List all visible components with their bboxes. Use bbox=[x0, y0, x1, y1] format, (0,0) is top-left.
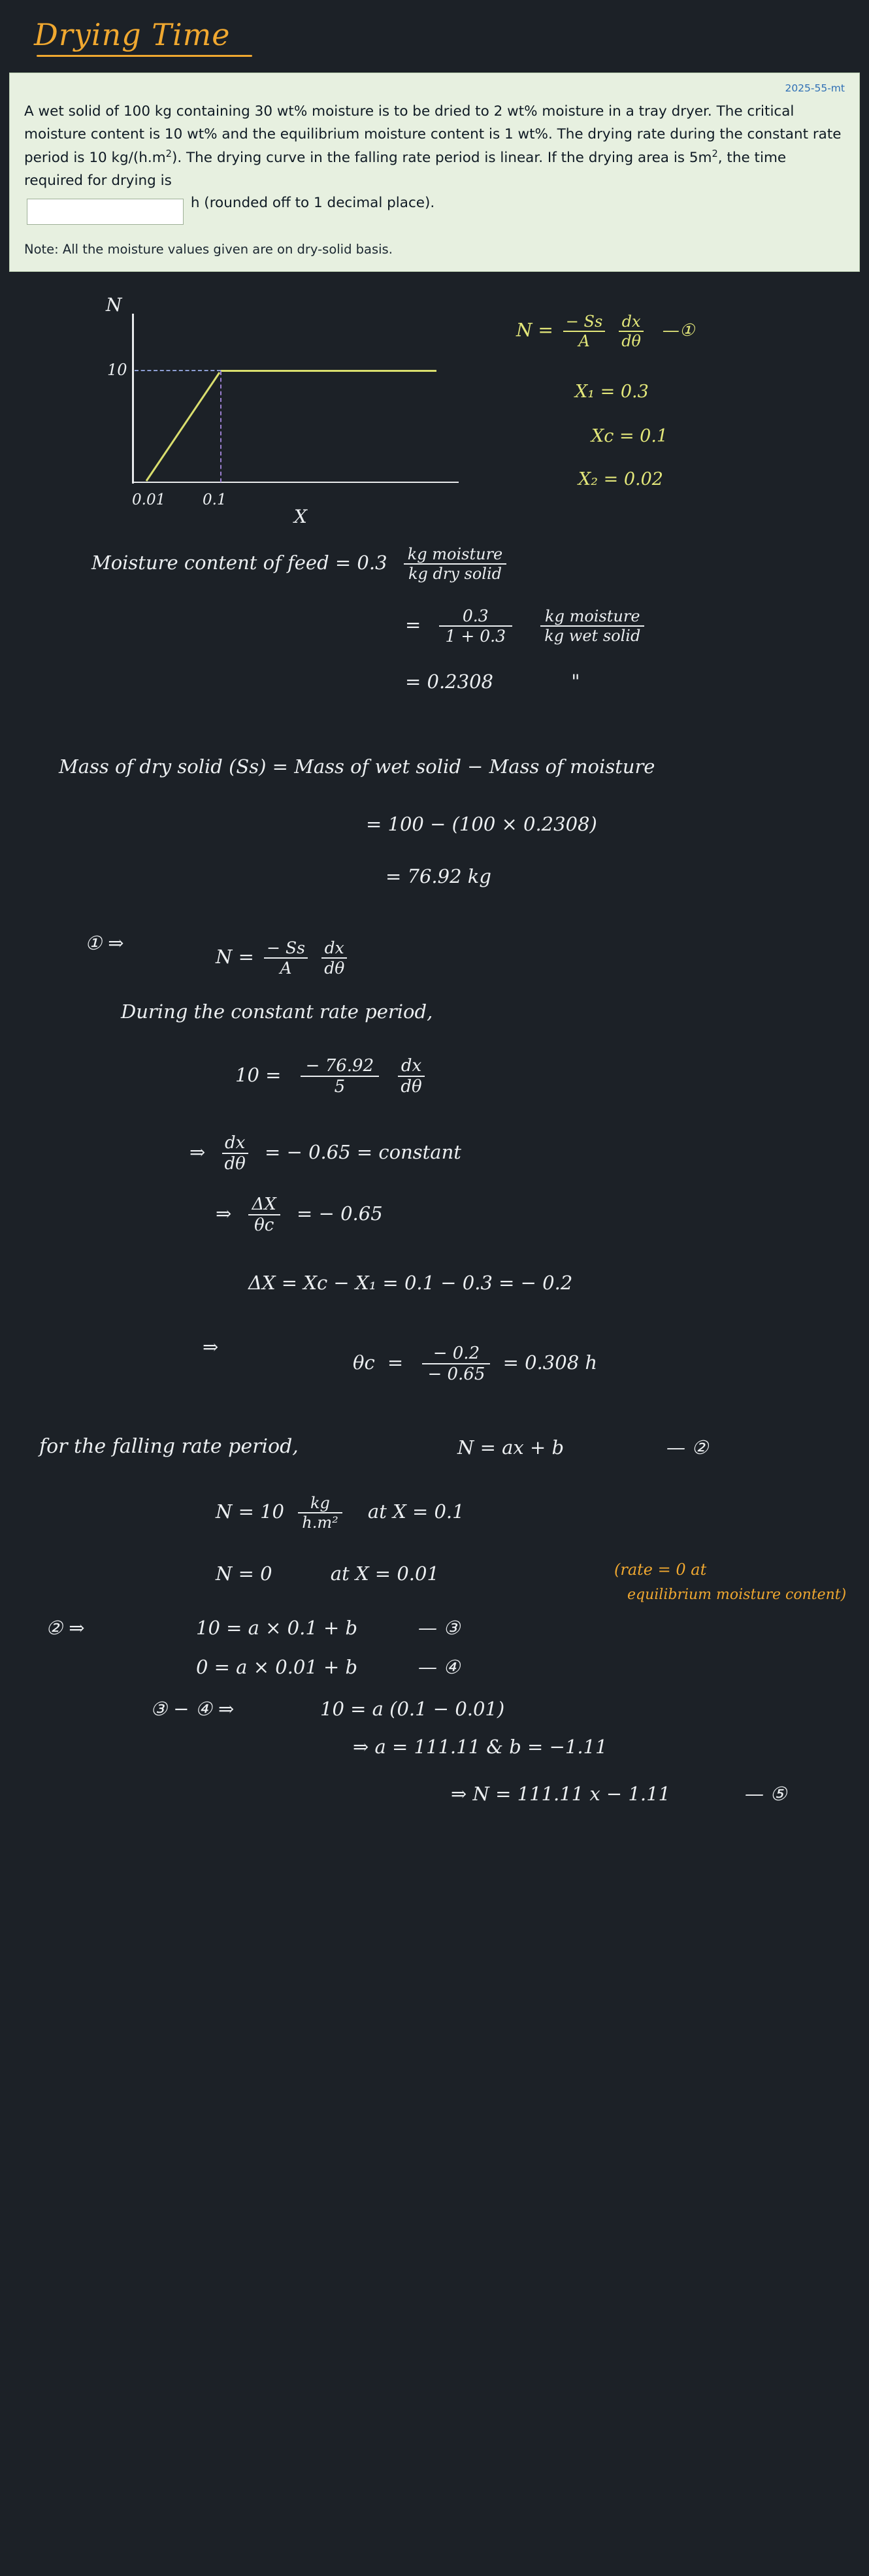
feed-unit-denominator: kg dry solid bbox=[408, 564, 502, 583]
graph-y-tick-10: 10 bbox=[107, 360, 127, 379]
equation-1-group bbox=[516, 312, 695, 350]
question-text-part3: , the time required for drying is bbox=[24, 149, 787, 189]
drying-rate-graph bbox=[98, 293, 464, 527]
mass-dry-solid-line3: = 76.92 kg bbox=[385, 865, 491, 887]
coefficients-result: ⇒ a = 111.11 & b = −1.11 bbox=[353, 1735, 608, 1758]
theta-c-equation bbox=[353, 1344, 597, 1384]
equation-1-denominator: A bbox=[578, 331, 590, 350]
delta-numerator: ΔX bbox=[248, 1195, 280, 1215]
falling-n2-lead: N = 0 bbox=[216, 1562, 272, 1585]
question-text-part2: ). The drying curve in the falling rate period is linear. If the drying area is 5m bbox=[171, 149, 712, 166]
feed-fraction-numerator: 0.3 bbox=[439, 606, 513, 627]
feed-moisture-result bbox=[405, 670, 580, 693]
step-1-numerator: − Ss bbox=[264, 938, 308, 959]
subtraction-line: 10 = a (0.1 − 0.01) bbox=[320, 1697, 505, 1720]
theta-c-value: = 0.308 h bbox=[502, 1351, 598, 1374]
constant-rate-denominator: 5 bbox=[334, 1076, 346, 1097]
equation-1-tag: —① bbox=[662, 321, 695, 341]
step-1-dx: dx bbox=[321, 938, 347, 959]
page-title: Drying Time bbox=[34, 17, 231, 52]
constant-rate-equation bbox=[235, 1056, 425, 1097]
step-1-equation bbox=[216, 938, 351, 978]
falling-n2-condition: at X = 0.01 bbox=[330, 1562, 439, 1585]
given-x2 bbox=[578, 469, 663, 489]
feed-moisture-label: Moisture content of feed = 0.3 bbox=[91, 551, 387, 574]
final-equation-tag: — ⑤ bbox=[745, 1782, 787, 1805]
falling-rate-equation bbox=[457, 1436, 564, 1459]
given-xc-symbol: Xc bbox=[591, 425, 614, 446]
given-xc bbox=[591, 426, 668, 446]
subtraction-tag: ③ − ④ ⇒ bbox=[150, 1697, 235, 1720]
falling-rate-eq-tag: — ② bbox=[666, 1436, 709, 1459]
equation-3-line: 10 = a × 0.1 + b bbox=[196, 1616, 358, 1639]
constant-rate-result bbox=[189, 1133, 461, 1174]
step-1-lhs: N = bbox=[216, 945, 254, 968]
given-x2-symbol: X₂ bbox=[578, 469, 598, 489]
graph-y-axis bbox=[132, 314, 134, 484]
falling-n1-lead: N = 10 bbox=[216, 1500, 285, 1523]
falling-n-at-xc bbox=[216, 1494, 465, 1532]
theta-c-numerator: − 0.2 bbox=[422, 1344, 490, 1364]
equation-4-line: 0 = a × 0.01 + b bbox=[196, 1655, 358, 1678]
feed-fraction-lead: = bbox=[405, 613, 421, 636]
answer-units-label: h (rounded off to 1 decimal place). bbox=[190, 195, 435, 212]
graph-y-label: N bbox=[106, 293, 122, 316]
given-x1-symbol: X₁ bbox=[575, 381, 595, 402]
feed-wet-unit-denominator: kg wet solid bbox=[544, 626, 641, 645]
question-note: Note: All the moisture values given are on dry-solid basis. bbox=[24, 241, 393, 257]
equation-1-lhs: N = bbox=[516, 319, 553, 341]
graph-dashed-horizontal bbox=[135, 370, 221, 371]
falling-n2-note-line1: (rate = 0 at bbox=[614, 1560, 707, 1579]
falling-n1-unit-numerator: kg bbox=[298, 1494, 342, 1513]
graph-dashed-vertical bbox=[220, 371, 221, 482]
theta-c-equals: = bbox=[387, 1351, 404, 1374]
given-x2-value: = 0.02 bbox=[603, 469, 663, 489]
graph-constant-rate-segment bbox=[221, 370, 436, 372]
constant-rate-numerator: − 76.92 bbox=[301, 1056, 379, 1077]
given-x1-value: = 0.3 bbox=[600, 381, 649, 402]
step-1-denominator: A bbox=[280, 958, 292, 978]
question-card bbox=[9, 73, 860, 272]
superscript-two-b: 2 bbox=[712, 148, 718, 159]
constant-rate-result-dx: dx bbox=[222, 1133, 248, 1154]
delta-lead: ⇒ bbox=[216, 1202, 232, 1225]
feed-result-ditto: " bbox=[571, 670, 580, 693]
constant-rate-dtheta: dθ bbox=[401, 1076, 422, 1097]
constant-rate-dx: dx bbox=[398, 1056, 424, 1077]
delta-denominator: θc bbox=[254, 1215, 274, 1235]
graph-x-label: X bbox=[294, 505, 307, 527]
falling-rate-label: for the falling rate period, bbox=[39, 1434, 299, 1458]
feed-moisture-fraction-line bbox=[405, 606, 644, 646]
constant-rate-lhs: 10 = bbox=[235, 1063, 282, 1086]
superscript-two-a: 2 bbox=[165, 148, 172, 159]
feed-unit-numerator: kg moisture bbox=[404, 545, 507, 565]
question-code: 2025-55-mt bbox=[785, 82, 845, 94]
falling-n1-condition: at X = 0.1 bbox=[367, 1500, 465, 1523]
given-xc-value: = 0.1 bbox=[619, 425, 668, 446]
equation-4-tag: — ④ bbox=[418, 1655, 461, 1678]
equation-1-dx: dx bbox=[619, 312, 644, 332]
feed-moisture-line bbox=[91, 545, 506, 583]
equation-3-tag: — ③ bbox=[418, 1616, 461, 1639]
delta-value: = − 0.65 bbox=[297, 1202, 383, 1225]
delta-x-over-theta bbox=[216, 1195, 383, 1235]
page-title-bar bbox=[0, 0, 869, 69]
final-equation-line: ⇒ N = 111.11 x − 1.11 bbox=[451, 1782, 670, 1805]
falling-n-at-xeq bbox=[216, 1562, 439, 1585]
step-1-tag: ① ⇒ bbox=[85, 931, 124, 954]
constant-rate-result-dtheta: dθ bbox=[224, 1153, 246, 1174]
mass-dry-solid-line2: = 100 − (100 × 0.2308) bbox=[366, 812, 597, 835]
given-x1 bbox=[575, 382, 649, 402]
answer-input[interactable] bbox=[27, 199, 184, 225]
theta-c-denominator: − 0.65 bbox=[427, 1364, 485, 1384]
title-underline bbox=[37, 55, 252, 57]
step-1-dtheta: dθ bbox=[324, 958, 345, 978]
graph-rising-segment bbox=[145, 371, 221, 482]
mass-dry-solid-line: Mass of dry solid (Ss) = Mass of wet solid − Mass of moisture bbox=[59, 755, 655, 778]
question-text-part1: A wet solid of 100 kg containing 30 wt% moisture is to be dried to 2 wt% moisture in a tray dryer. The critical moisture content is 10 wt% and the equilibrium moisture content is 1 wt%. The drying rate during the constant rate period is 10 kg/(h.m bbox=[24, 103, 842, 166]
equation-1-dtheta: dθ bbox=[621, 331, 641, 350]
equation-1-numerator: − Ss bbox=[563, 312, 606, 332]
equation-2-tag: ② ⇒ bbox=[46, 1616, 85, 1639]
handwritten-solution-area bbox=[0, 272, 869, 2539]
graph-x-tick-01: 0.1 bbox=[203, 491, 227, 508]
falling-rate-eq-text: N = ax + b bbox=[457, 1436, 565, 1459]
feed-result-value: = 0.2308 bbox=[405, 670, 493, 693]
graph-x-tick-001: 0.01 bbox=[132, 491, 166, 508]
theta-c-symbol: θc bbox=[353, 1351, 375, 1374]
falling-n2-note-line2: equilibrium moisture content) bbox=[627, 1586, 847, 1603]
theta-c-lead: ⇒ bbox=[203, 1335, 219, 1358]
constant-rate-result-lead: ⇒ bbox=[189, 1140, 206, 1163]
constant-rate-label: During the constant rate period, bbox=[121, 1000, 433, 1023]
falling-n1-unit-denominator: h.m² bbox=[302, 1513, 338, 1532]
delta-x-definition: ΔX = Xc − X₁ = 0.1 − 0.3 = − 0.2 bbox=[248, 1271, 573, 1294]
constant-rate-result-value: = − 0.65 = constant bbox=[265, 1140, 461, 1163]
feed-wet-unit-numerator: kg moisture bbox=[540, 607, 644, 627]
question-text bbox=[24, 101, 845, 225]
feed-fraction-denominator: 1 + 0.3 bbox=[445, 626, 506, 646]
